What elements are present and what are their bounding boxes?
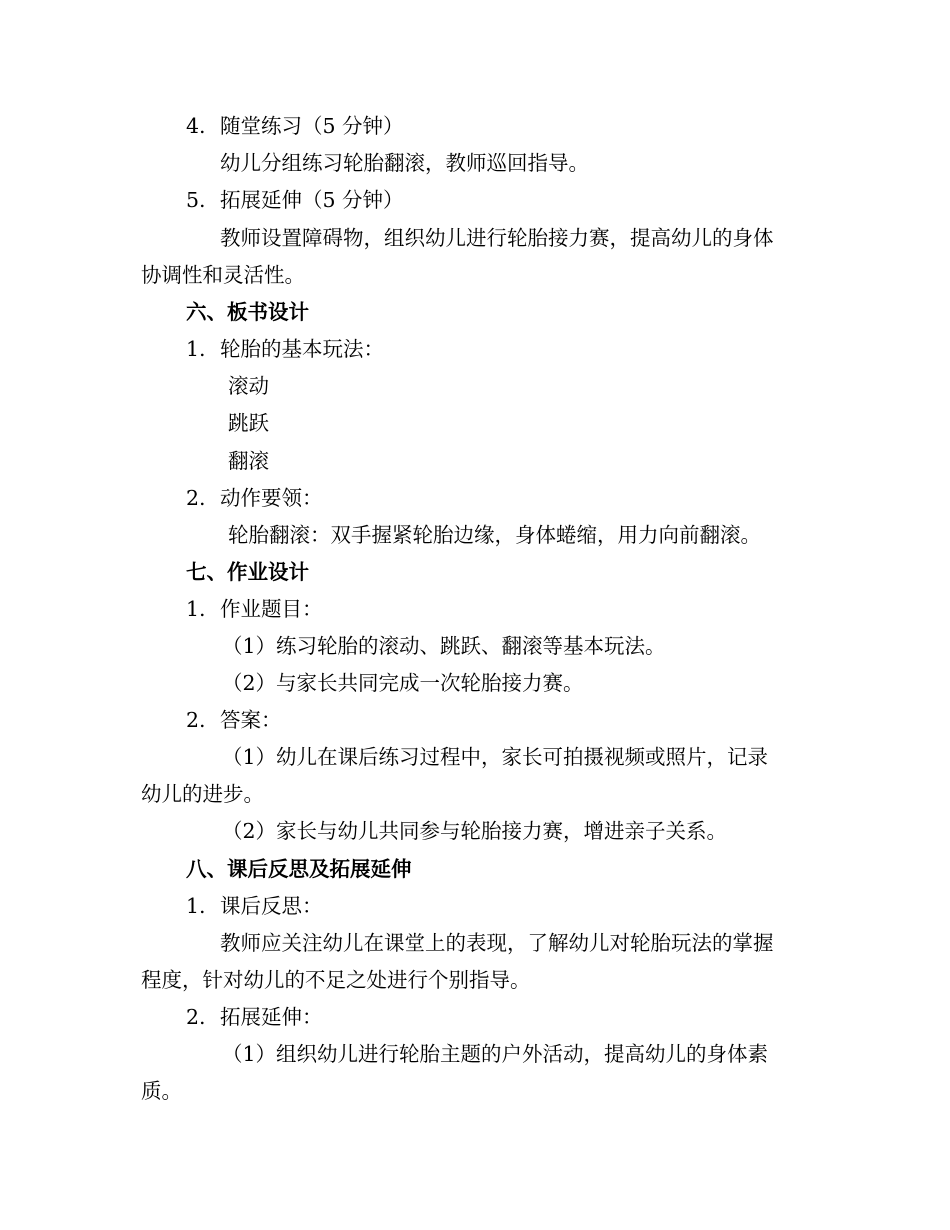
sub-item: （2）家长与幼儿共同参与轮胎接力赛，增进亲子关系。 xyxy=(222,819,728,843)
section-heading: 七、作业设计 xyxy=(186,560,309,584)
paragraph-line: 幼儿的进步。 xyxy=(141,782,264,806)
section-heading: 八、课后反思及拓展延伸 xyxy=(186,857,412,881)
list-item xyxy=(186,335,384,363)
section-heading: 六、板书设计 xyxy=(186,300,309,324)
paragraph-line: 教师设置障碍物，组织幼儿进行轮胎接力赛，提高幼儿的身体 xyxy=(220,226,774,250)
list-number: 2. xyxy=(186,708,206,732)
item-label: 轮胎的基本玩法： xyxy=(220,337,384,361)
item-label: 拓展延伸： xyxy=(220,1005,323,1029)
item-label: 课后反思： xyxy=(220,894,323,918)
item-label: 作业题目： xyxy=(220,597,323,621)
paragraph-line: 教师应关注幼儿在课堂上的表现，了解幼儿对轮胎玩法的掌握 xyxy=(220,931,774,955)
paragraph-line: （1）幼儿在课后练习过程中，家长可拍摄视频或照片，记录 xyxy=(222,745,769,769)
list-number: 2. xyxy=(186,1005,206,1029)
list-item xyxy=(186,595,323,623)
sub-item: 翻滚 xyxy=(228,449,269,473)
list-number: 2. xyxy=(186,486,206,510)
sub-item: （1）练习轮胎的滚动、跳跃、翻滚等基本玩法。 xyxy=(222,634,666,658)
paragraph: 轮胎翻滚：双手握紧轮胎边缘，身体蜷缩，用力向前翻滚。 xyxy=(228,523,761,547)
list-item xyxy=(186,1003,323,1031)
list-item-5 xyxy=(186,186,404,214)
list-number: 5. xyxy=(186,188,206,212)
paragraph: 幼儿分组练习轮胎翻滚，教师巡回指导。 xyxy=(220,151,589,175)
paragraph-line: 质。 xyxy=(141,1079,182,1103)
list-number: 1. xyxy=(186,894,206,918)
list-number: 1. xyxy=(186,597,206,621)
sub-item: 跳跃 xyxy=(228,411,269,435)
sub-item: （2）与家长共同完成一次轮胎接力赛。 xyxy=(222,671,584,695)
item-label: 答案： xyxy=(220,708,282,732)
list-item xyxy=(186,484,323,512)
list-item xyxy=(186,892,323,920)
paragraph-line: 程度，针对幼儿的不足之处进行个别指导。 xyxy=(141,968,531,992)
item-label: 动作要领： xyxy=(220,486,323,510)
sub-item: 滚动 xyxy=(228,374,269,398)
paragraph-line: （1）组织幼儿进行轮胎主题的户外活动，提高幼儿的身体素 xyxy=(222,1042,769,1066)
list-item-4 xyxy=(186,112,404,140)
list-number: 1. xyxy=(186,337,206,361)
paragraph-line: 协调性和灵活性。 xyxy=(141,263,305,287)
list-item xyxy=(186,706,282,734)
list-number: 4. xyxy=(186,114,206,138)
section-title: 随堂练习（5 分钟） xyxy=(220,114,404,138)
section-title: 拓展延伸（5 分钟） xyxy=(220,188,404,212)
